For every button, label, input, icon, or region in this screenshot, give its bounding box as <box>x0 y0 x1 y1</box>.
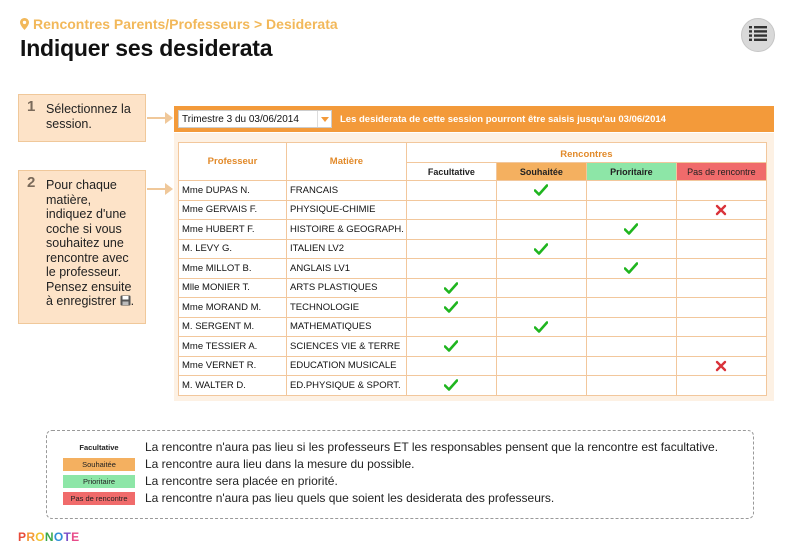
cell-matiere: ANGLAIS LV1 <box>287 259 407 279</box>
cell-professeur: Mme MORAND M. <box>179 298 287 318</box>
cross-icon <box>714 360 728 371</box>
logo-letter: T <box>63 530 72 544</box>
cell-facultative[interactable] <box>406 278 496 298</box>
cell-pas[interactable] <box>676 181 766 201</box>
check-icon <box>444 282 458 293</box>
legend-chip-souhaitee: Souhaitée <box>63 458 135 471</box>
cell-matiere: MATHEMATIQUES <box>287 317 407 337</box>
table-row <box>179 356 767 376</box>
cell-prioritaire[interactable] <box>586 298 676 318</box>
table-row <box>179 220 767 240</box>
cell-pas[interactable] <box>676 317 766 337</box>
session-select-value: Trimestre 3 du 03/06/2014 <box>182 113 299 125</box>
header-rencontres: Rencontres <box>406 143 766 163</box>
table-row <box>179 376 767 396</box>
check-icon <box>444 341 458 352</box>
step-2-text-wrap <box>46 178 137 309</box>
legend-text-pas-de-rencontre: La rencontre n'aura pas lieu quels que soient les desiderata des professeurs. <box>145 491 555 505</box>
step-1-box <box>18 94 146 142</box>
cell-souhaitee[interactable] <box>496 259 586 279</box>
legend-row-pas-de-rencontre <box>63 491 554 505</box>
table-row <box>179 181 767 201</box>
cell-facultative[interactable] <box>406 356 496 376</box>
cell-facultative[interactable] <box>406 317 496 337</box>
desiderata-table-panel <box>174 133 774 401</box>
check-icon <box>624 224 638 235</box>
table-row <box>179 200 767 220</box>
cell-matiere: TECHNOLOGIE <box>287 298 407 318</box>
logo-letter: R <box>26 530 36 544</box>
step-1-text: Sélectionnez la session. <box>46 102 131 131</box>
session-select[interactable] <box>178 110 332 128</box>
cell-professeur: Mme TESSIER A. <box>179 337 287 357</box>
cell-facultative[interactable] <box>406 220 496 240</box>
cell-professeur: Mme DUPAS N. <box>179 181 287 201</box>
cell-professeur: Mlle MONIER T. <box>179 278 287 298</box>
chevron-down-icon[interactable] <box>317 111 331 127</box>
cell-facultative[interactable] <box>406 181 496 201</box>
session-deadline-note: Les desiderata de cette session pourront être saisis jusqu'au 03/06/2014 <box>340 113 666 125</box>
table-body <box>179 181 767 396</box>
cell-matiere: ITALIEN LV2 <box>287 239 407 259</box>
cell-prioritaire[interactable] <box>586 259 676 279</box>
cell-professeur: Mme VERNET R. <box>179 356 287 376</box>
cell-pas[interactable] <box>676 200 766 220</box>
cell-pas[interactable] <box>676 239 766 259</box>
legend-row-facultative <box>63 440 718 454</box>
step-1-number: 1 <box>27 98 36 115</box>
page-title: Indiquer ses desiderata <box>20 35 273 61</box>
check-icon <box>534 321 548 332</box>
check-icon <box>444 380 458 391</box>
table-row <box>179 259 767 279</box>
breadcrumb-text[interactable]: Rencontres Parents/Professeurs > Desiderata <box>33 16 338 32</box>
header-matiere: Matière <box>287 143 407 181</box>
cell-facultative[interactable] <box>406 298 496 318</box>
location-pin-icon <box>20 18 29 30</box>
table-row <box>179 317 767 337</box>
cell-souhaitee[interactable] <box>496 220 586 240</box>
logo-letter: E <box>71 530 80 544</box>
header-facultative: Facultative <box>406 163 496 181</box>
cell-pas[interactable] <box>676 278 766 298</box>
cell-pas[interactable] <box>676 259 766 279</box>
header-pas-de-rencontre: Pas de rencontre <box>676 163 766 181</box>
legend-chip-pas-de-rencontre: Pas de rencontre <box>63 492 135 505</box>
header-prioritaire: Prioritaire <box>586 163 676 181</box>
cell-matiere: ARTS PLASTIQUES <box>287 278 407 298</box>
legend-row-souhaitee <box>63 457 415 471</box>
cell-souhaitee[interactable] <box>496 356 586 376</box>
session-bar <box>174 106 774 132</box>
step-2-arrow <box>147 188 167 190</box>
cell-matiere: ED.PHYSIQUE & SPORT. <box>287 376 407 396</box>
cell-prioritaire[interactable] <box>586 278 676 298</box>
cell-facultative[interactable] <box>406 259 496 279</box>
table-row <box>179 239 767 259</box>
logo-letter: O <box>53 530 64 544</box>
floppy-disk-icon <box>120 295 131 306</box>
cell-prioritaire[interactable] <box>586 181 676 201</box>
logo-letter: O <box>35 530 45 544</box>
cell-facultative[interactable] <box>406 376 496 396</box>
cell-souhaitee[interactable] <box>496 376 586 396</box>
cell-matiere: SCIENCES VIE & TERRE <box>287 337 407 357</box>
desiderata-table <box>178 142 767 396</box>
step-2-text: Pour chaque matière, indiquez d'une coche si vous souhaitez une rencontre avec le professeur. Pensez ensuite à enregistrer <box>46 178 132 308</box>
legend-text-souhaitee: La rencontre aura lieu dans la mesure du possible. <box>145 457 415 471</box>
menu-button[interactable] <box>741 18 775 52</box>
cell-souhaitee[interactable] <box>496 200 586 220</box>
table-row <box>179 337 767 357</box>
cell-souhaitee[interactable] <box>496 337 586 357</box>
step-2-box <box>18 170 146 324</box>
cell-pas[interactable] <box>676 337 766 357</box>
cell-professeur: M. SERGENT M. <box>179 317 287 337</box>
table-row <box>179 298 767 318</box>
legend-row-prioritaire <box>63 474 338 488</box>
step-2-suffix: . <box>130 294 135 308</box>
cell-souhaitee[interactable] <box>496 181 586 201</box>
legend <box>46 430 754 519</box>
logo-letter: P <box>18 530 27 544</box>
cell-pas[interactable] <box>676 298 766 318</box>
legend-text-facultative: La rencontre n'aura pas lieu si les professeurs ET les responsables pensent que la rencontre est facultative. <box>145 440 719 454</box>
cell-prioritaire[interactable] <box>586 356 676 376</box>
cell-prioritaire[interactable] <box>586 239 676 259</box>
table-row <box>179 278 767 298</box>
cell-professeur: M. LEVY G. <box>179 239 287 259</box>
cell-matiere: PHYSIQUE-CHIMIE <box>287 200 407 220</box>
cell-souhaitee[interactable] <box>496 298 586 318</box>
cell-souhaitee[interactable] <box>496 317 586 337</box>
cell-matiere: EDUCATION MUSICALE <box>287 356 407 376</box>
legend-text-prioritaire: La rencontre sera placée en priorité. <box>145 474 338 488</box>
header-souhaitee: Souhaitée <box>496 163 586 181</box>
cell-facultative[interactable] <box>406 239 496 259</box>
cell-prioritaire[interactable] <box>586 317 676 337</box>
pronote-logo <box>18 530 79 544</box>
step-2-number: 2 <box>27 174 36 191</box>
cell-pas[interactable] <box>676 220 766 240</box>
cell-facultative[interactable] <box>406 337 496 357</box>
cell-professeur: Mme MILLOT B. <box>179 259 287 279</box>
cell-facultative[interactable] <box>406 200 496 220</box>
check-icon <box>624 263 638 274</box>
cell-matiere: FRANCAIS <box>287 181 407 201</box>
check-icon <box>534 243 548 254</box>
list-menu-icon <box>749 25 767 46</box>
cell-prioritaire[interactable] <box>586 376 676 396</box>
breadcrumb <box>20 16 338 32</box>
cell-prioritaire[interactable] <box>586 200 676 220</box>
cell-professeur: M. WALTER D. <box>179 376 287 396</box>
header-professeur: Professeur <box>179 143 287 181</box>
cell-professeur: Mme HUBERT F. <box>179 220 287 240</box>
step-1-arrow <box>147 117 167 119</box>
cell-souhaitee[interactable] <box>496 239 586 259</box>
check-icon <box>444 302 458 313</box>
cell-prioritaire[interactable] <box>586 337 676 357</box>
cell-matiere: HISTOIRE & GEOGRAPH. <box>287 220 407 240</box>
cell-professeur: Mme GERVAIS F. <box>179 200 287 220</box>
legend-chip-facultative: Facultative <box>63 441 135 454</box>
check-icon <box>534 185 548 196</box>
cell-souhaitee[interactable] <box>496 278 586 298</box>
logo-letter: N <box>44 530 54 544</box>
cell-pas[interactable] <box>676 356 766 376</box>
legend-chip-prioritaire: Prioritaire <box>63 475 135 488</box>
cell-pas[interactable] <box>676 376 766 396</box>
cell-prioritaire[interactable] <box>586 220 676 240</box>
cross-icon <box>714 204 728 215</box>
